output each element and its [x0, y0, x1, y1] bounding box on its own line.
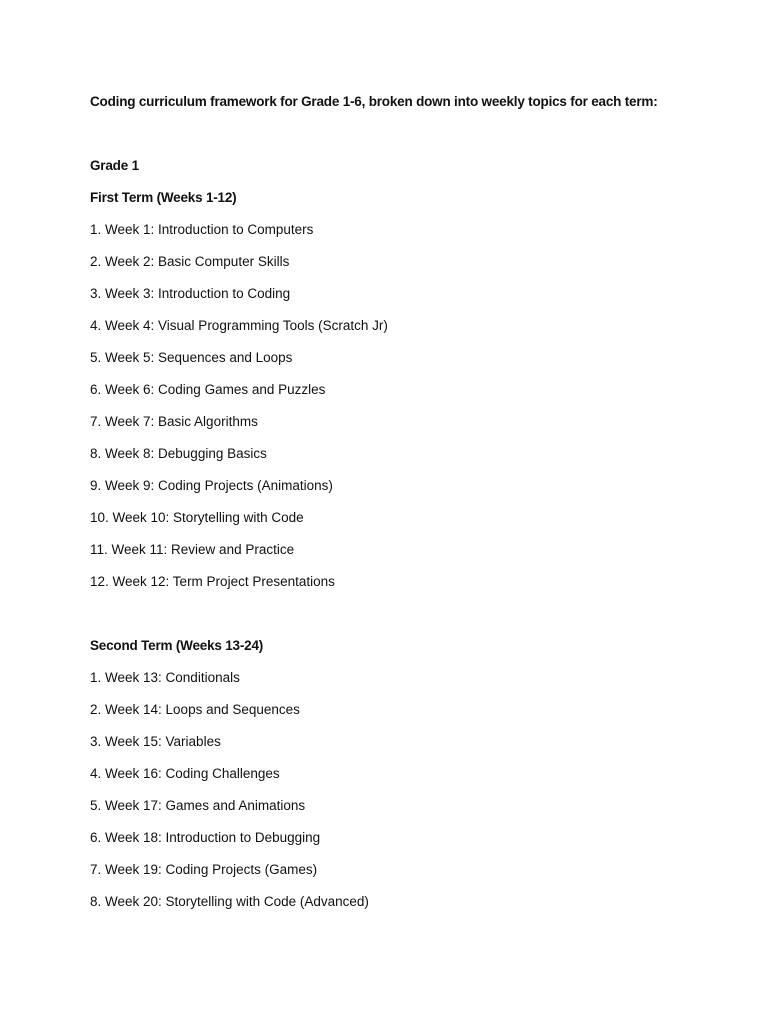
list-item: 6. Week 6: Coding Games and Puzzles: [90, 382, 326, 397]
document-intro: Coding curriculum framework for Grade 1-6, broken down into weekly topics for each term:: [90, 94, 658, 109]
term-title: Second Term (Weeks 13-24): [90, 638, 264, 653]
term-section-second: [90, 637, 730, 911]
list-item: 3. Week 3: Introduction to Coding: [90, 286, 291, 301]
list-item: 5. Week 17: Games and Animations: [90, 798, 306, 813]
list-item: 10. Week 10: Storytelling with Code: [90, 510, 304, 525]
list-item: 4. Week 4: Visual Programming Tools (Scratch Jr): [90, 318, 388, 333]
list-item: 8. Week 8: Debugging Basics: [90, 446, 267, 461]
list-item: 9. Week 9: Coding Projects (Animations): [90, 478, 333, 493]
list-item: 5. Week 5: Sequences and Loops: [90, 350, 293, 365]
list-item: 2. Week 2: Basic Computer Skills: [90, 254, 290, 269]
document-page: [90, 93, 730, 925]
list-item: 1. Week 1: Introduction to Computers: [90, 222, 314, 237]
list-item: 8. Week 20: Storytelling with Code (Advanced): [90, 894, 369, 909]
list-item: 12. Week 12: Term Project Presentations: [90, 574, 335, 589]
grade-heading: Grade 1: [90, 158, 139, 173]
list-item: 4. Week 16: Coding Challenges: [90, 766, 280, 781]
list-item: 6. Week 18: Introduction to Debugging: [90, 830, 321, 845]
term-section-first: [90, 189, 730, 591]
list-item: 7. Week 7: Basic Algorithms: [90, 414, 258, 429]
list-item: 1. Week 13: Conditionals: [90, 670, 240, 685]
list-item: 3. Week 15: Variables: [90, 734, 221, 749]
term-title: First Term (Weeks 1-12): [90, 190, 237, 205]
list-item: 11. Week 11: Review and Practice: [90, 542, 295, 557]
list-item: 2. Week 14: Loops and Sequences: [90, 702, 300, 717]
list-item: 7. Week 19: Coding Projects (Games): [90, 862, 318, 877]
